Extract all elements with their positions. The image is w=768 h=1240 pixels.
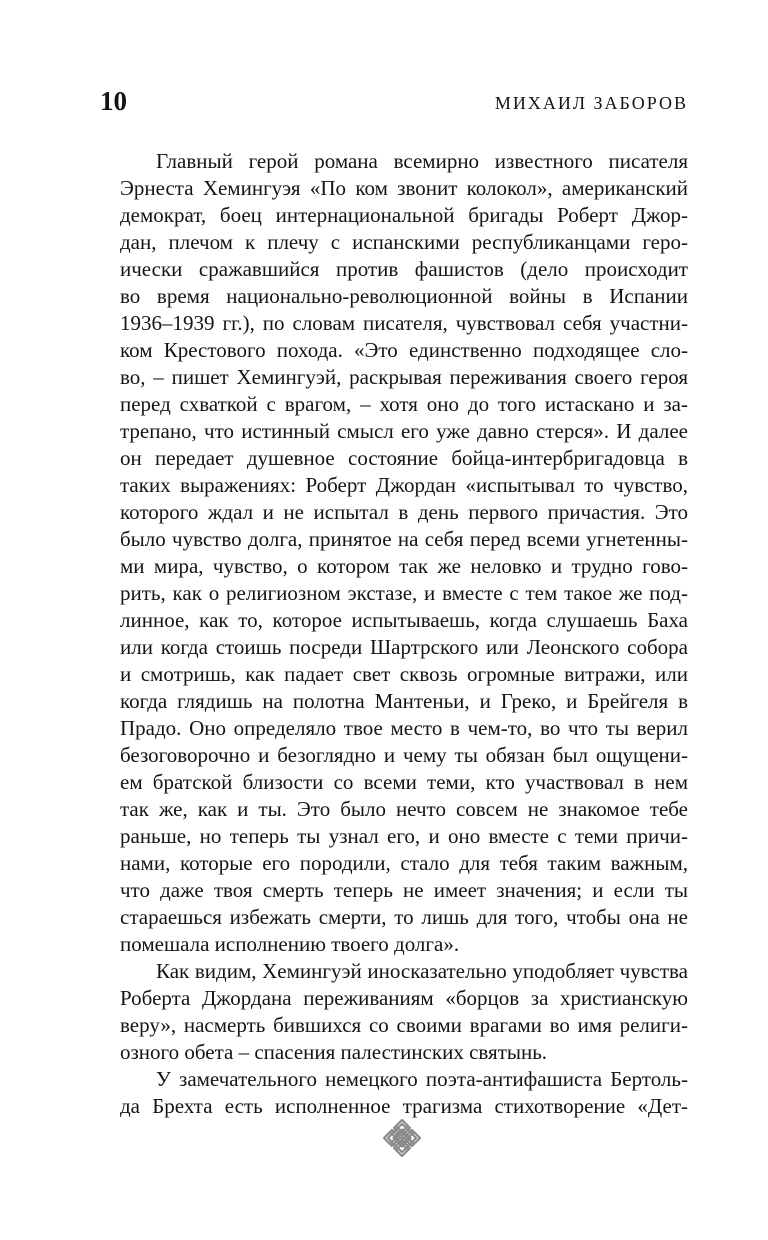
body-line: перед схваткой с врагом, – хотя оно до того истаскано и за- bbox=[120, 392, 688, 416]
body-line: да Брехта есть исполненное трагизма стихотворение «Дет- bbox=[120, 1094, 688, 1118]
body-line: безоговорочно и безоглядно и чему ты обязан был ощущени- bbox=[120, 743, 688, 767]
body-line: У замечательного немецкого поэта-антифашиста Бертоль- bbox=[156, 1067, 688, 1091]
body-line: демократ, боец интернациональной бригады Роберт Джор- bbox=[120, 203, 688, 227]
body-line: и смотришь, как падает свет сквозь огромные витражи, или bbox=[120, 662, 688, 686]
body-line: Главный герой романа всемирно известного писателя bbox=[156, 149, 688, 173]
body-text bbox=[120, 148, 688, 1120]
body-line: во, – пишет Хемингуэй, раскрывая переживания своего героя bbox=[120, 365, 688, 389]
body-line: Как видим, Хемингуэй иносказательно уподобляет чувства bbox=[156, 959, 688, 983]
body-line: 1936–1939 гг.), по словам писателя, чувствовал себя участни- bbox=[120, 311, 688, 335]
body-line: Эрнеста Хемингуэя «По ком звонит колокол», американский bbox=[120, 176, 688, 200]
body-line: Роберта Джордана переживаниям «борцов за христианскую bbox=[120, 986, 688, 1010]
body-line: было чувство долга, принятое на себя перед всеми угнетенны- bbox=[120, 527, 688, 551]
body-line: во время национально-революционной войны в Испании bbox=[120, 284, 688, 308]
body-line: ком Крестового похода. «Это единственно подходящее сло- bbox=[120, 338, 688, 362]
body-line: ем братской близости со всеми теми, кто участвовал в нем bbox=[120, 770, 688, 794]
body-line: раньше, но теперь ты узнал его, и оно вместе с теми причи- bbox=[120, 824, 688, 848]
body-line: ически сражавшийся против фашистов (дело происходит bbox=[120, 257, 688, 281]
body-line: Прадо. Оно определяло твое место в чем-то, во что ты верил bbox=[120, 716, 688, 740]
body-line: ми мира, чувство, о котором так же неловко и трудно гово- bbox=[120, 554, 688, 578]
body-line: линное, как то, которое испытываешь, когда слушаешь Баха bbox=[120, 608, 688, 632]
body-line: которого ждал и не испытал в день первого причастия. Это bbox=[120, 500, 688, 524]
body-line: он передает душевное состояние бойца-интербригадовца в bbox=[120, 446, 688, 470]
body-line: помешала исполнению твоего долга». bbox=[120, 932, 460, 956]
running-head-author: МИХАИЛ ЗАБОРОВ bbox=[494, 93, 688, 113]
body-line: веру», насмерть бившихся со своими врагами во имя религи- bbox=[120, 1013, 688, 1037]
body-line: дан, плечом к плечу с испанскими республиканцами геро- bbox=[120, 230, 688, 254]
body-line: трепано, что истинный смысл его уже давно стерся». И далее bbox=[120, 419, 688, 443]
body-line: озного обета – спасения палестинских святынь. bbox=[120, 1040, 548, 1064]
body-line: таких выражениях: Роберт Джордан «испытывал то чувство, bbox=[120, 473, 688, 497]
knot-ornament-icon bbox=[380, 1116, 424, 1160]
body-line: так же, как и ты. Это было нечто совсем не знакомое тебе bbox=[120, 797, 688, 821]
body-line: что даже твоя смерть теперь не имеет значения; и если ты bbox=[120, 878, 688, 902]
body-line: или когда стоишь посреди Шартрского или Леонского собора bbox=[120, 635, 688, 659]
body-line: рить, как о религиозном экстазе, и вместе с тем такое же под- bbox=[120, 581, 688, 605]
body-line: стараешься избежать смерти, то лишь для того, чтобы она не bbox=[120, 905, 688, 929]
body-line: нами, которые его породили, стало для тебя таким важным, bbox=[120, 851, 688, 875]
page-number: 10 bbox=[100, 86, 127, 116]
body-line: когда глядишь на полотна Мантеньи, и Греко, и Брейгеля в bbox=[120, 689, 688, 713]
